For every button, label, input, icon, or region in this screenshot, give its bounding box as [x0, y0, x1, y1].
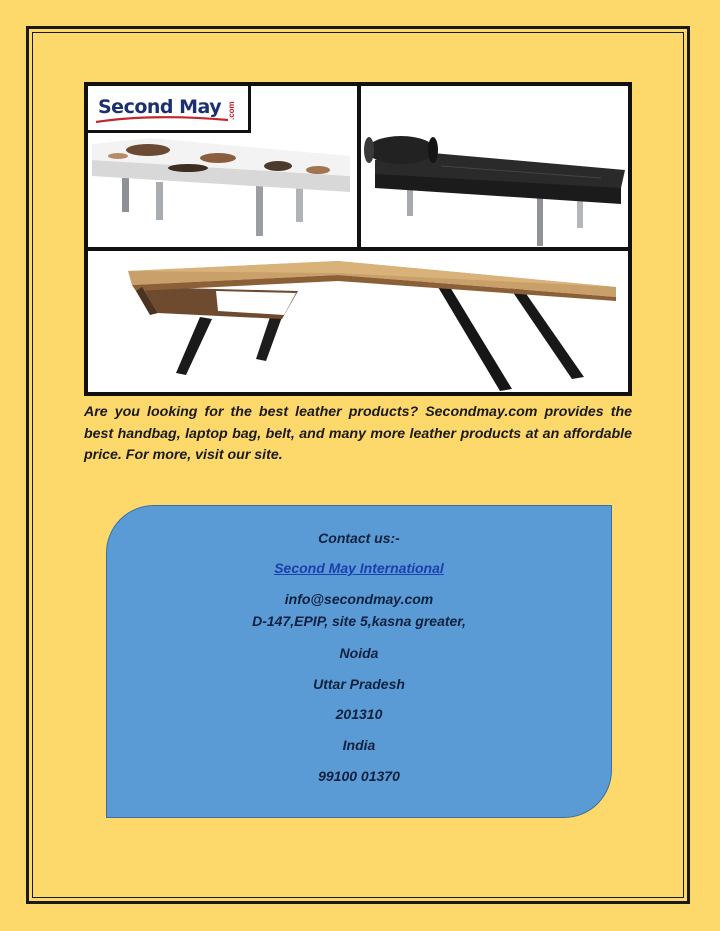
black-leather-daybed-icon — [361, 86, 628, 247]
black-daybed-photo — [361, 86, 628, 247]
wooden-coffee-table-icon — [88, 251, 628, 392]
company-link[interactable]: Second May International — [274, 560, 444, 576]
contact-email: info@secondmay.com — [284, 591, 434, 607]
contact-card — [106, 505, 612, 818]
contact-city: Noida — [339, 645, 379, 661]
logo-brand-text: Second May — [98, 96, 222, 118]
logo-swoosh-icon — [94, 116, 230, 124]
cowhide-bench-photo — [88, 86, 357, 247]
contact-heading: Contact us:- — [318, 530, 400, 546]
intro-paragraph: Are you looking for the best leather products? Secondmay.com provides the best handbag, laptop bag, belt, and many more leather products at an affordable price. For more, visit our site. — [84, 404, 632, 463]
contact-postal-code: 201310 — [335, 706, 383, 722]
contact-address: D-147,EPIP, site 5,kasna greater, — [252, 613, 466, 629]
contact-country: India — [342, 737, 376, 753]
contact-phone: 99100 01370 — [318, 768, 400, 784]
logo-box — [88, 86, 251, 133]
logo-domain-suffix: .com — [227, 101, 236, 120]
product-photo-grid — [84, 82, 632, 396]
coffee-table-photo — [88, 251, 628, 392]
contact-state: Uttar Pradesh — [313, 676, 405, 692]
